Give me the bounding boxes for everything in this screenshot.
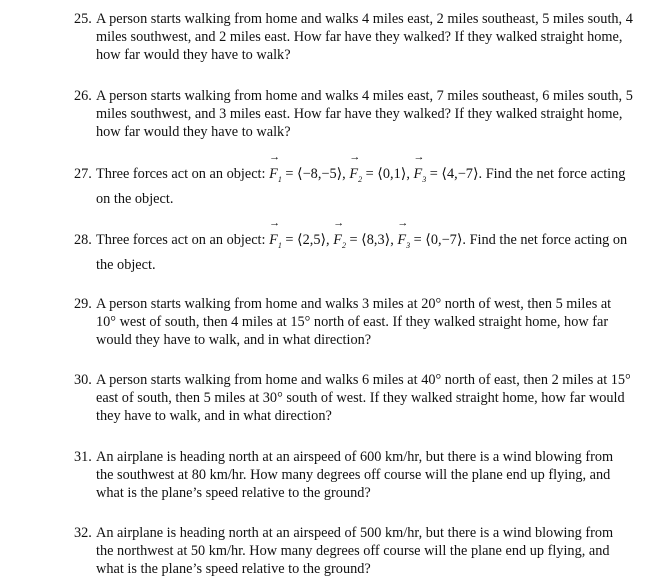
problem-29: [74, 295, 634, 350]
problem-text: [96, 162, 634, 212]
problem-intro: Three forces act on an object:: [96, 232, 266, 248]
problem-outro: Find the net force acting on the object.: [96, 232, 628, 273]
force-value-2: = ⟨0,1⟩,: [365, 166, 410, 182]
problem-outro: Find the net force acting on the object.: [96, 166, 626, 207]
force-list: [269, 232, 469, 248]
force-vector-1: → $F_1$: [269, 228, 282, 253]
problem-30: [74, 371, 634, 426]
force-vector-3: → $F_3$: [397, 228, 410, 253]
problem-number: 32.: [74, 525, 92, 541]
force-value-3: = ⟨0,−7⟩.: [413, 232, 466, 248]
problem-31: [74, 448, 634, 503]
force-vector-2: → $F_2$: [349, 162, 362, 187]
problem-text: An airplane is heading north at an airspeed of 500 km/hr, but there is a wind blowing from the northwest at 50 km/hr. How many degrees off course will the plane end up flying, and what is the plane’s speed relative to the ground?: [96, 525, 614, 578]
problem-text: A person starts walking from home and walks 4 miles east, 2 miles southeast, 5 miles south, 4 miles southwest, and 2 miles east. How far have they walked? If they walked straight home, how far would they have to walk?: [96, 11, 633, 64]
force-vector-1: → $F_1$: [269, 162, 282, 187]
force-vector-3: → $F_3$: [413, 162, 426, 187]
problem-text: A person starts walking from home and walks 3 miles at 20° north of west, then 5 miles at 10° west of south, then 4 miles at 15° north of east. If they walked straight home, how far would they have to walk, and in what direction?: [96, 296, 612, 349]
problem-27: [74, 162, 634, 212]
problem-number: 31.: [74, 449, 92, 465]
problem-text: [96, 228, 634, 278]
problem-text: A person starts walking from home and walks 6 miles at 40° north of east, then 2 miles at 15° east of south, then 5 miles at 30° south of west. If they walked straight home, how far would they have to walk, and in what direction?: [96, 372, 631, 425]
problem-25: [74, 10, 634, 65]
problem-number: 28.: [74, 232, 92, 248]
problem-text: A person starts walking from home and walks 4 miles east, 7 miles southeast, 6 miles south, 5 miles southwest, and 3 miles east. How far have they walked? If they walked straight home, how far would they have to walk?: [96, 88, 633, 141]
force-value-3: = ⟨4,−7⟩.: [429, 166, 483, 182]
problem-28: [74, 228, 634, 278]
force-value-2: = ⟨8,3⟩,: [349, 232, 394, 248]
problem-32: [74, 524, 634, 579]
problem-number: 26.: [74, 88, 92, 104]
force-value-1: = ⟨2,5⟩,: [285, 232, 330, 248]
problem-intro: Three forces act on an object:: [96, 166, 266, 182]
problem-text: An airplane is heading north at an airspeed of 600 km/hr, but there is a wind blowing from the southwest at 80 km/hr. How many degrees off course will the plane end up flying, and what is the plane’s speed relative to the ground?: [96, 449, 614, 502]
force-value-1: = ⟨−8,−5⟩,: [285, 166, 346, 182]
problem-number: 30.: [74, 372, 92, 388]
force-vector-2: → $F_2$: [333, 228, 346, 253]
force-list: [269, 166, 486, 182]
problem-number: 25.: [74, 11, 92, 27]
problem-26: [74, 87, 634, 142]
problem-number: 29.: [74, 296, 92, 312]
problem-number: 27.: [74, 166, 92, 182]
